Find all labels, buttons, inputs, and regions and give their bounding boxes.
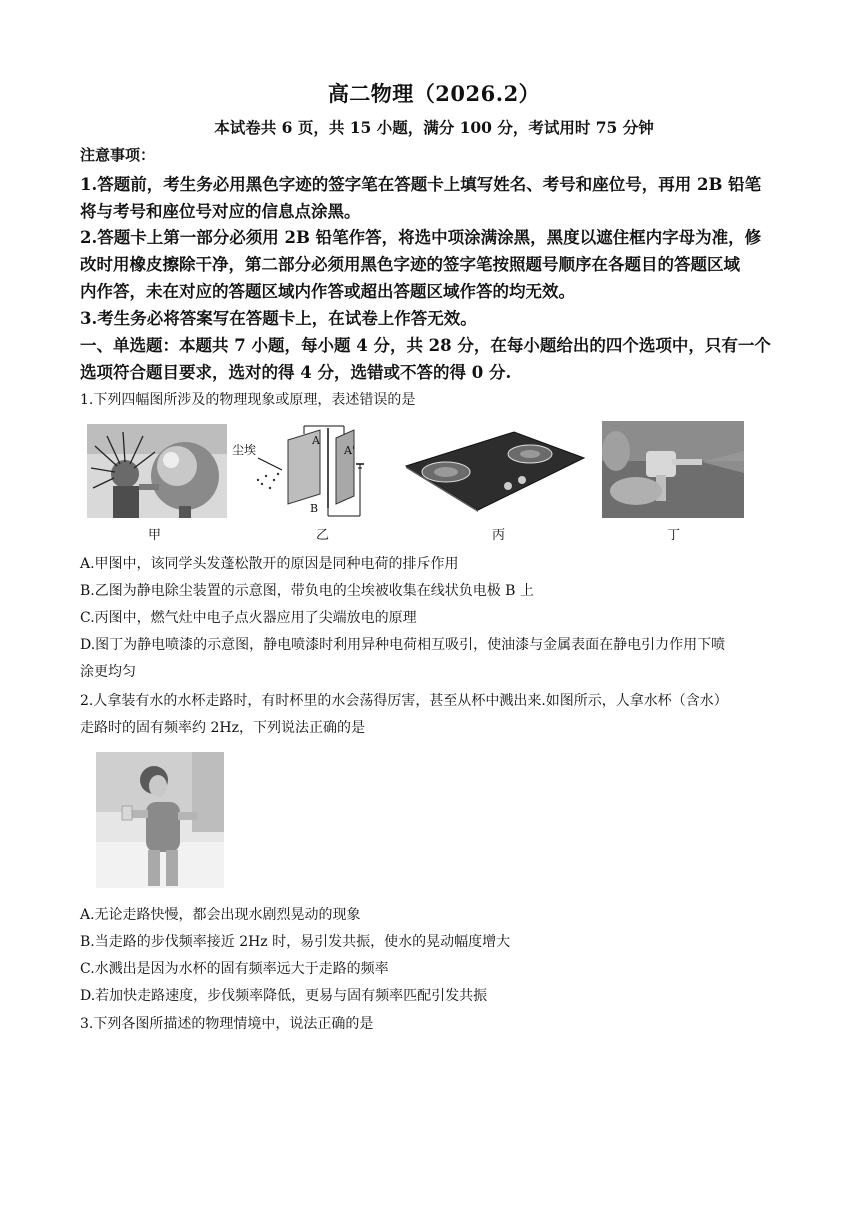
notice-line: 内作答，未在对应的答题区域内作答或超出答题区域作答的均无效。 <box>80 282 575 301</box>
figure-ding-photo <box>602 421 744 518</box>
notice-line: 3.考生务必将答案写在答题卡上，在试卷上作答无效。 <box>80 309 477 328</box>
page-title: 高二物理（2026.2） <box>327 81 541 106</box>
figure-jia-caption: 甲 <box>148 528 162 543</box>
figure-yi-caption: 乙 <box>316 528 330 543</box>
question-2-stem-cont: 走路时的固有频率约 2Hz，下列说法正确的是 <box>80 720 365 736</box>
figure-bing-photo <box>402 428 588 512</box>
section-heading: 一、单选题：本题共 7 小题，每小题 4 分，共 28 分，在每小题给出的四个选项中，只有一个 <box>80 336 771 355</box>
notice-line: 改时用橡皮擦除干净，第二部分必须用黑色字迹的签字笔按照题号顺序在各题目的答题区域 <box>80 255 740 274</box>
notice-line: 1.答题前，考生务必用黑色字迹的签字笔在答题卡上填写姓名、考号和座位号，再用 2B 铅笔 <box>80 175 762 194</box>
notice-line: 将与考号和座位号对应的信息点涂黑。 <box>80 202 361 221</box>
question-3-stem: 3.下列各图所描述的物理情境中，说法正确的是 <box>80 1016 374 1032</box>
notice-heading: 注意事项： <box>80 146 156 164</box>
electrode-a-prime-label: A' <box>344 444 355 457</box>
question-2-photo <box>96 752 224 888</box>
electrode-b-label: B <box>310 502 319 515</box>
figure-bing-caption: 丙 <box>492 528 506 543</box>
notice-line: 2.答题卡上第一部分必须用 2B 铅笔作答，将选中项涂满涂黑，黑度以遮住框内字母为准，修 <box>80 228 762 247</box>
question-2-stem: 2.人拿装有水的水杯走路时，有时杯里的水会荡得厉害，甚至从杯中溅出来.如图所示，人拿水杯（含水） <box>80 693 728 709</box>
dust-label: 尘埃 <box>232 443 257 457</box>
question-2-option-d: D.若加快走路速度，步伐频率降低，更易与固有频率匹配引发共振 <box>80 988 488 1004</box>
question-1-option-b: B.乙图为静电除尘装置的示意图，带负电的尘埃被收集在线状负电极 B 上 <box>80 583 534 599</box>
question-2-option-b: B.当走路的步伐频率接近 2Hz 时，易引发共振，使水的晃动幅度增大 <box>80 934 511 950</box>
figure-jia-photo <box>87 424 227 518</box>
question-1-option-c: C.丙图中，燃气灶中电子点火器应用了尖端放电的原理 <box>80 610 417 626</box>
figure-ding-caption: 丁 <box>667 528 681 543</box>
page-subtitle: 本试卷共 6 页，共 15 小题，满分 100 分，考试用时 75 分钟 <box>214 118 654 137</box>
question-2-option-a: A.无论走路快慢，都会出现水剧烈晃动的现象 <box>80 907 361 923</box>
question-1-stem: 1.下列四幅图所涉及的物理现象或原理，表述错误的是 <box>80 392 416 408</box>
section-heading: 选项符合题目要求，选对的得 4 分，选错或不答的得 0 分. <box>80 363 512 382</box>
question-1-option-a: A.甲图中，该同学头发蓬松散开的原因是同种电荷的排斥作用 <box>80 556 459 572</box>
question-1-option-d: D.图丁为静电喷漆的示意图，静电喷漆时利用异种电荷相互吸引，使油漆与金属表面在静电引力作用下喷 <box>80 637 726 653</box>
figure-yi-diagram <box>228 424 378 522</box>
electrode-a-label: A <box>312 434 320 447</box>
question-2-option-c: C.水溅出是因为水杯的固有频率远大于走路的频率 <box>80 961 389 977</box>
question-1-option-d-cont: 涂更均匀 <box>80 664 136 680</box>
